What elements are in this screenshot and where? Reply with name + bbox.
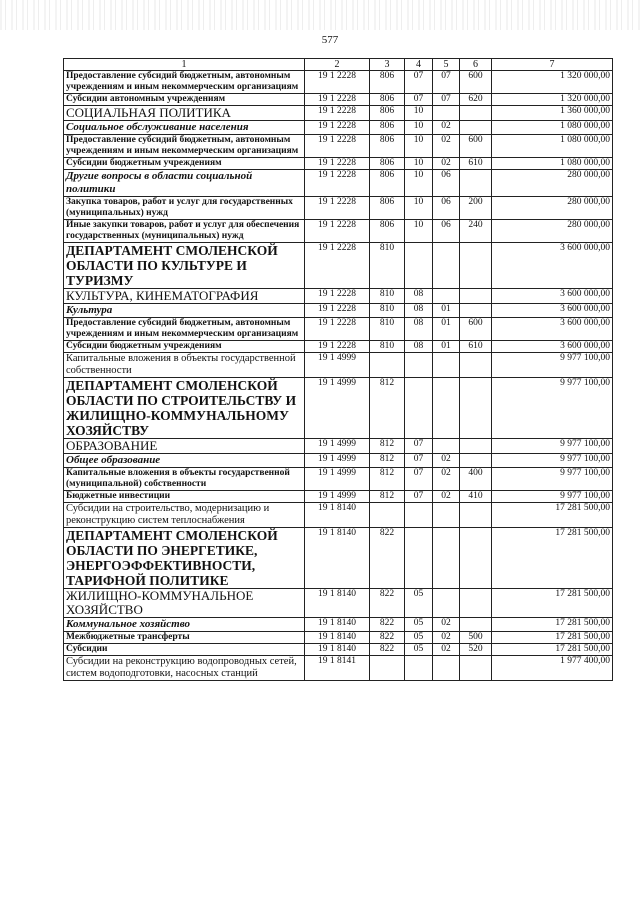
target-article-code-cell: 19 1 2228 [305, 158, 370, 170]
table-row [64, 528, 613, 589]
row-name-cell: Предоставление субсидий бюджетным, автономным учреждениям и иным некоммерческим организациям [64, 71, 305, 94]
table-row [64, 656, 613, 681]
subsection-code-cell: 02 [433, 454, 460, 468]
department-code-cell: 806 [370, 220, 405, 243]
amount-cell: 1 080 000,00 [492, 135, 613, 158]
row-name-cell: Иные закупки товаров, работ и услуг для обеспечения государственных (муниципальных) нужд [64, 220, 305, 243]
expense-type-code-cell: 410 [460, 491, 492, 503]
amount-cell: 9 977 100,00 [492, 378, 613, 439]
department-code-cell: 822 [370, 618, 405, 632]
amount-cell: 9 977 100,00 [492, 454, 613, 468]
department-code-cell: 810 [370, 304, 405, 318]
target-article-code-cell: 19 1 4999 [305, 439, 370, 454]
page-number: 577 [321, 34, 339, 46]
row-name-cell: ОБРАЗОВАНИЕ [64, 439, 305, 454]
section-code-cell: 10 [405, 121, 433, 135]
section-code-cell: 10 [405, 158, 433, 170]
department-code-cell: 806 [370, 197, 405, 220]
department-code-cell: 812 [370, 439, 405, 454]
target-article-code-cell: 19 1 2228 [305, 106, 370, 121]
target-article-code-cell: 19 1 2228 [305, 71, 370, 94]
amount-cell: 17 281 500,00 [492, 618, 613, 632]
expense-type-code-cell [460, 106, 492, 121]
amount-cell: 280 000,00 [492, 197, 613, 220]
target-article-code-cell: 19 1 2228 [305, 304, 370, 318]
target-article-code-cell: 19 1 8141 [305, 656, 370, 681]
column-number: 6 [460, 59, 492, 71]
subsection-code-cell: 02 [433, 491, 460, 503]
target-article-code-cell: 19 1 8140 [305, 589, 370, 618]
column-number-row [64, 59, 613, 71]
column-number: 3 [370, 59, 405, 71]
column-number: 7 [492, 59, 613, 71]
expense-type-code-cell: 600 [460, 71, 492, 94]
table-row [64, 341, 613, 353]
section-code-cell: 07 [405, 468, 433, 491]
department-code-cell: 806 [370, 94, 405, 106]
amount-cell: 1 080 000,00 [492, 158, 613, 170]
amount-cell: 9 977 100,00 [492, 353, 613, 378]
amount-cell: 3 600 000,00 [492, 304, 613, 318]
row-name-cell: Предоставление субсидий бюджетным, автономным учреждениям и иным некоммерческим организациям [64, 318, 305, 341]
budget-table [63, 58, 613, 681]
target-article-code-cell: 19 1 8140 [305, 632, 370, 644]
amount-cell: 280 000,00 [492, 220, 613, 243]
row-name-cell: Субсидии бюджетным учреждениям [64, 341, 305, 353]
department-code-cell: 806 [370, 135, 405, 158]
section-code-cell: 08 [405, 304, 433, 318]
expense-type-code-cell [460, 439, 492, 454]
table-row [64, 491, 613, 503]
section-code-cell: 05 [405, 632, 433, 644]
department-code-cell: 822 [370, 644, 405, 656]
amount-cell: 3 600 000,00 [492, 243, 613, 289]
table-row [64, 378, 613, 439]
amount-cell: 17 281 500,00 [492, 644, 613, 656]
table-row [64, 454, 613, 468]
target-article-code-cell: 19 1 2228 [305, 197, 370, 220]
table-row [64, 135, 613, 158]
target-article-code-cell: 19 1 8140 [305, 618, 370, 632]
column-number: 2 [305, 59, 370, 71]
target-article-code-cell: 19 1 4999 [305, 468, 370, 491]
column-number: 1 [64, 59, 305, 71]
subsection-code-cell: 06 [433, 170, 460, 197]
section-code-cell [405, 528, 433, 589]
section-code-cell: 05 [405, 589, 433, 618]
target-article-code-cell: 19 1 2228 [305, 243, 370, 289]
section-code-cell [405, 378, 433, 439]
table-row [64, 289, 613, 304]
department-code-cell: 810 [370, 318, 405, 341]
table-row [64, 618, 613, 632]
target-article-code-cell: 19 1 2228 [305, 121, 370, 135]
target-article-code-cell: 19 1 4999 [305, 491, 370, 503]
department-code-cell: 812 [370, 468, 405, 491]
table-row [64, 71, 613, 94]
section-code-cell [405, 656, 433, 681]
expense-type-code-cell [460, 289, 492, 304]
subsection-code-cell: 06 [433, 197, 460, 220]
subsection-code-cell: 01 [433, 318, 460, 341]
target-article-code-cell: 19 1 4999 [305, 378, 370, 439]
section-code-cell: 05 [405, 644, 433, 656]
expense-type-code-cell: 520 [460, 644, 492, 656]
table-row [64, 589, 613, 618]
section-code-cell: 07 [405, 439, 433, 454]
row-name-cell: ДЕПАРТАМЕНТ СМОЛЕНСКОЙ ОБЛАСТИ ПО КУЛЬТУРЕ И ТУРИЗМУ [64, 243, 305, 289]
amount-cell: 1 320 000,00 [492, 71, 613, 94]
row-name-cell: Предоставление субсидий бюджетным, автономным учреждениям и иным некоммерческим организациям [64, 135, 305, 158]
row-name-cell: Культура [64, 304, 305, 318]
subsection-code-cell [433, 243, 460, 289]
section-code-cell [405, 503, 433, 528]
section-code-cell: 10 [405, 220, 433, 243]
expense-type-code-cell: 610 [460, 158, 492, 170]
expense-type-code-cell [460, 589, 492, 618]
subsection-code-cell [433, 353, 460, 378]
subsection-code-cell [433, 439, 460, 454]
target-article-code-cell: 19 1 2228 [305, 170, 370, 197]
department-code-cell: 810 [370, 243, 405, 289]
amount-cell: 9 977 100,00 [492, 439, 613, 454]
section-code-cell: 10 [405, 135, 433, 158]
row-name-cell: Другие вопросы в области социальной политики [64, 170, 305, 197]
section-code-cell: 05 [405, 618, 433, 632]
row-name-cell: СОЦИАЛЬНАЯ ПОЛИТИКА [64, 106, 305, 121]
section-code-cell: 10 [405, 170, 433, 197]
expense-type-code-cell: 600 [460, 135, 492, 158]
department-code-cell: 806 [370, 106, 405, 121]
subsection-code-cell [433, 589, 460, 618]
target-article-code-cell: 19 1 8140 [305, 644, 370, 656]
target-article-code-cell: 19 1 4999 [305, 454, 370, 468]
section-code-cell: 08 [405, 289, 433, 304]
table-row [64, 439, 613, 454]
table-row [64, 644, 613, 656]
department-code-cell: 822 [370, 528, 405, 589]
table-row [64, 304, 613, 318]
amount-cell: 9 977 100,00 [492, 491, 613, 503]
subsection-code-cell [433, 106, 460, 121]
expense-type-code-cell [460, 353, 492, 378]
table-row [64, 197, 613, 220]
row-name-cell: Субсидии [64, 644, 305, 656]
subsection-code-cell: 02 [433, 468, 460, 491]
expense-type-code-cell [460, 121, 492, 135]
subsection-code-cell: 02 [433, 135, 460, 158]
expense-type-code-cell: 600 [460, 318, 492, 341]
target-article-code-cell: 19 1 8140 [305, 528, 370, 589]
expense-type-code-cell: 400 [460, 468, 492, 491]
expense-type-code-cell [460, 378, 492, 439]
amount-cell: 1 977 400,00 [492, 656, 613, 681]
row-name-cell: Капитальные вложения в объекты государственной собственности [64, 353, 305, 378]
table-row [64, 106, 613, 121]
table-row [64, 243, 613, 289]
row-name-cell: Общее образование [64, 454, 305, 468]
table-row [64, 632, 613, 644]
department-code-cell: 806 [370, 170, 405, 197]
amount-cell: 9 977 100,00 [492, 468, 613, 491]
amount-cell: 1 320 000,00 [492, 94, 613, 106]
budget-table-body [64, 59, 613, 681]
subsection-code-cell: 07 [433, 71, 460, 94]
subsection-code-cell: 06 [433, 220, 460, 243]
section-code-cell: 07 [405, 94, 433, 106]
expense-type-code-cell [460, 618, 492, 632]
amount-cell: 3 600 000,00 [492, 318, 613, 341]
department-code-cell: 810 [370, 341, 405, 353]
expense-type-code-cell [460, 304, 492, 318]
target-article-code-cell: 19 1 2228 [305, 94, 370, 106]
row-name-cell: Субсидии бюджетным учреждениям [64, 158, 305, 170]
table-row [64, 353, 613, 378]
expense-type-code-cell [460, 243, 492, 289]
target-article-code-cell: 19 1 2228 [305, 341, 370, 353]
amount-cell: 3 600 000,00 [492, 289, 613, 304]
subsection-code-cell: 02 [433, 644, 460, 656]
scan-noise-strip [0, 0, 640, 30]
department-code-cell: 812 [370, 491, 405, 503]
expense-type-code-cell [460, 503, 492, 528]
subsection-code-cell: 07 [433, 94, 460, 106]
department-code-cell: 822 [370, 589, 405, 618]
expense-type-code-cell [460, 170, 492, 197]
row-name-cell: ДЕПАРТАМЕНТ СМОЛЕНСКОЙ ОБЛАСТИ ПО СТРОИТЕЛЬСТВУ И ЖИЛИЩНО-КОММУНАЛЬНОМУ ХОЗЯЙСТВУ [64, 378, 305, 439]
row-name-cell: ЖИЛИЩНО-КОММУНАЛЬНОЕ ХОЗЯЙСТВО [64, 589, 305, 618]
amount-cell: 17 281 500,00 [492, 528, 613, 589]
target-article-code-cell: 19 1 2228 [305, 289, 370, 304]
subsection-code-cell: 01 [433, 341, 460, 353]
subsection-code-cell: 02 [433, 121, 460, 135]
target-article-code-cell: 19 1 2228 [305, 135, 370, 158]
amount-cell: 17 281 500,00 [492, 589, 613, 618]
section-code-cell [405, 243, 433, 289]
subsection-code-cell [433, 656, 460, 681]
subsection-code-cell: 02 [433, 158, 460, 170]
amount-cell: 1 080 000,00 [492, 121, 613, 135]
subsection-code-cell: 01 [433, 304, 460, 318]
table-row [64, 94, 613, 106]
subsection-code-cell [433, 503, 460, 528]
department-code-cell [370, 656, 405, 681]
section-code-cell: 07 [405, 454, 433, 468]
department-code-cell: 806 [370, 121, 405, 135]
amount-cell: 280 000,00 [492, 170, 613, 197]
section-code-cell: 08 [405, 341, 433, 353]
expense-type-code-cell: 200 [460, 197, 492, 220]
column-number: 4 [405, 59, 433, 71]
department-code-cell [370, 353, 405, 378]
row-name-cell: Субсидии автономным учреждениям [64, 94, 305, 106]
row-name-cell: Бюджетные инвестиции [64, 491, 305, 503]
target-article-code-cell: 19 1 8140 [305, 503, 370, 528]
table-row [64, 318, 613, 341]
subsection-code-cell [433, 378, 460, 439]
subsection-code-cell [433, 289, 460, 304]
amount-cell: 17 281 500,00 [492, 632, 613, 644]
section-code-cell: 10 [405, 106, 433, 121]
department-code-cell [370, 503, 405, 528]
section-code-cell: 07 [405, 71, 433, 94]
row-name-cell: Закупка товаров, работ и услуг для государственных (муниципальных) нужд [64, 197, 305, 220]
department-code-cell: 806 [370, 71, 405, 94]
table-row [64, 170, 613, 197]
section-code-cell: 08 [405, 318, 433, 341]
subsection-code-cell [433, 528, 460, 589]
row-name-cell: Капитальные вложения в объекты государственной (муниципальной) собственности [64, 468, 305, 491]
row-name-cell: ДЕПАРТАМЕНТ СМОЛЕНСКОЙ ОБЛАСТИ ПО ЭНЕРГЕТИКЕ, ЭНЕРГОЭФФЕКТИВНОСТИ, ТАРИФНОЙ ПОЛИТИКЕ [64, 528, 305, 589]
table-row [64, 468, 613, 491]
department-code-cell: 812 [370, 378, 405, 439]
expense-type-code-cell [460, 656, 492, 681]
expense-type-code-cell: 610 [460, 341, 492, 353]
department-code-cell: 806 [370, 158, 405, 170]
department-code-cell: 810 [370, 289, 405, 304]
target-article-code-cell: 19 1 2228 [305, 318, 370, 341]
expense-type-code-cell: 500 [460, 632, 492, 644]
section-code-cell: 07 [405, 491, 433, 503]
target-article-code-cell: 19 1 4999 [305, 353, 370, 378]
column-number: 5 [433, 59, 460, 71]
table-row [64, 121, 613, 135]
section-code-cell [405, 353, 433, 378]
subsection-code-cell: 02 [433, 618, 460, 632]
amount-cell: 3 600 000,00 [492, 341, 613, 353]
table-row [64, 220, 613, 243]
row-name-cell: КУЛЬТУРА, КИНЕМАТОГРАФИЯ [64, 289, 305, 304]
row-name-cell: Субсидии на строительство, модернизацию и реконструкцию систем теплоснабжения [64, 503, 305, 528]
expense-type-code-cell: 620 [460, 94, 492, 106]
amount-cell: 1 360 000,00 [492, 106, 613, 121]
expense-type-code-cell: 240 [460, 220, 492, 243]
subsection-code-cell: 02 [433, 632, 460, 644]
department-code-cell: 822 [370, 632, 405, 644]
expense-type-code-cell [460, 528, 492, 589]
target-article-code-cell: 19 1 2228 [305, 220, 370, 243]
row-name-cell: Межбюджетные трансферты [64, 632, 305, 644]
table-row [64, 158, 613, 170]
section-code-cell: 10 [405, 197, 433, 220]
department-code-cell: 812 [370, 454, 405, 468]
row-name-cell: Социальное обслуживание населения [64, 121, 305, 135]
amount-cell: 17 281 500,00 [492, 503, 613, 528]
row-name-cell: Коммунальное хозяйство [64, 618, 305, 632]
expense-type-code-cell [460, 454, 492, 468]
table-row [64, 503, 613, 528]
row-name-cell: Субсидии на реконструкцию водопроводных сетей, систем водоподготовки, насосных станций [64, 656, 305, 681]
